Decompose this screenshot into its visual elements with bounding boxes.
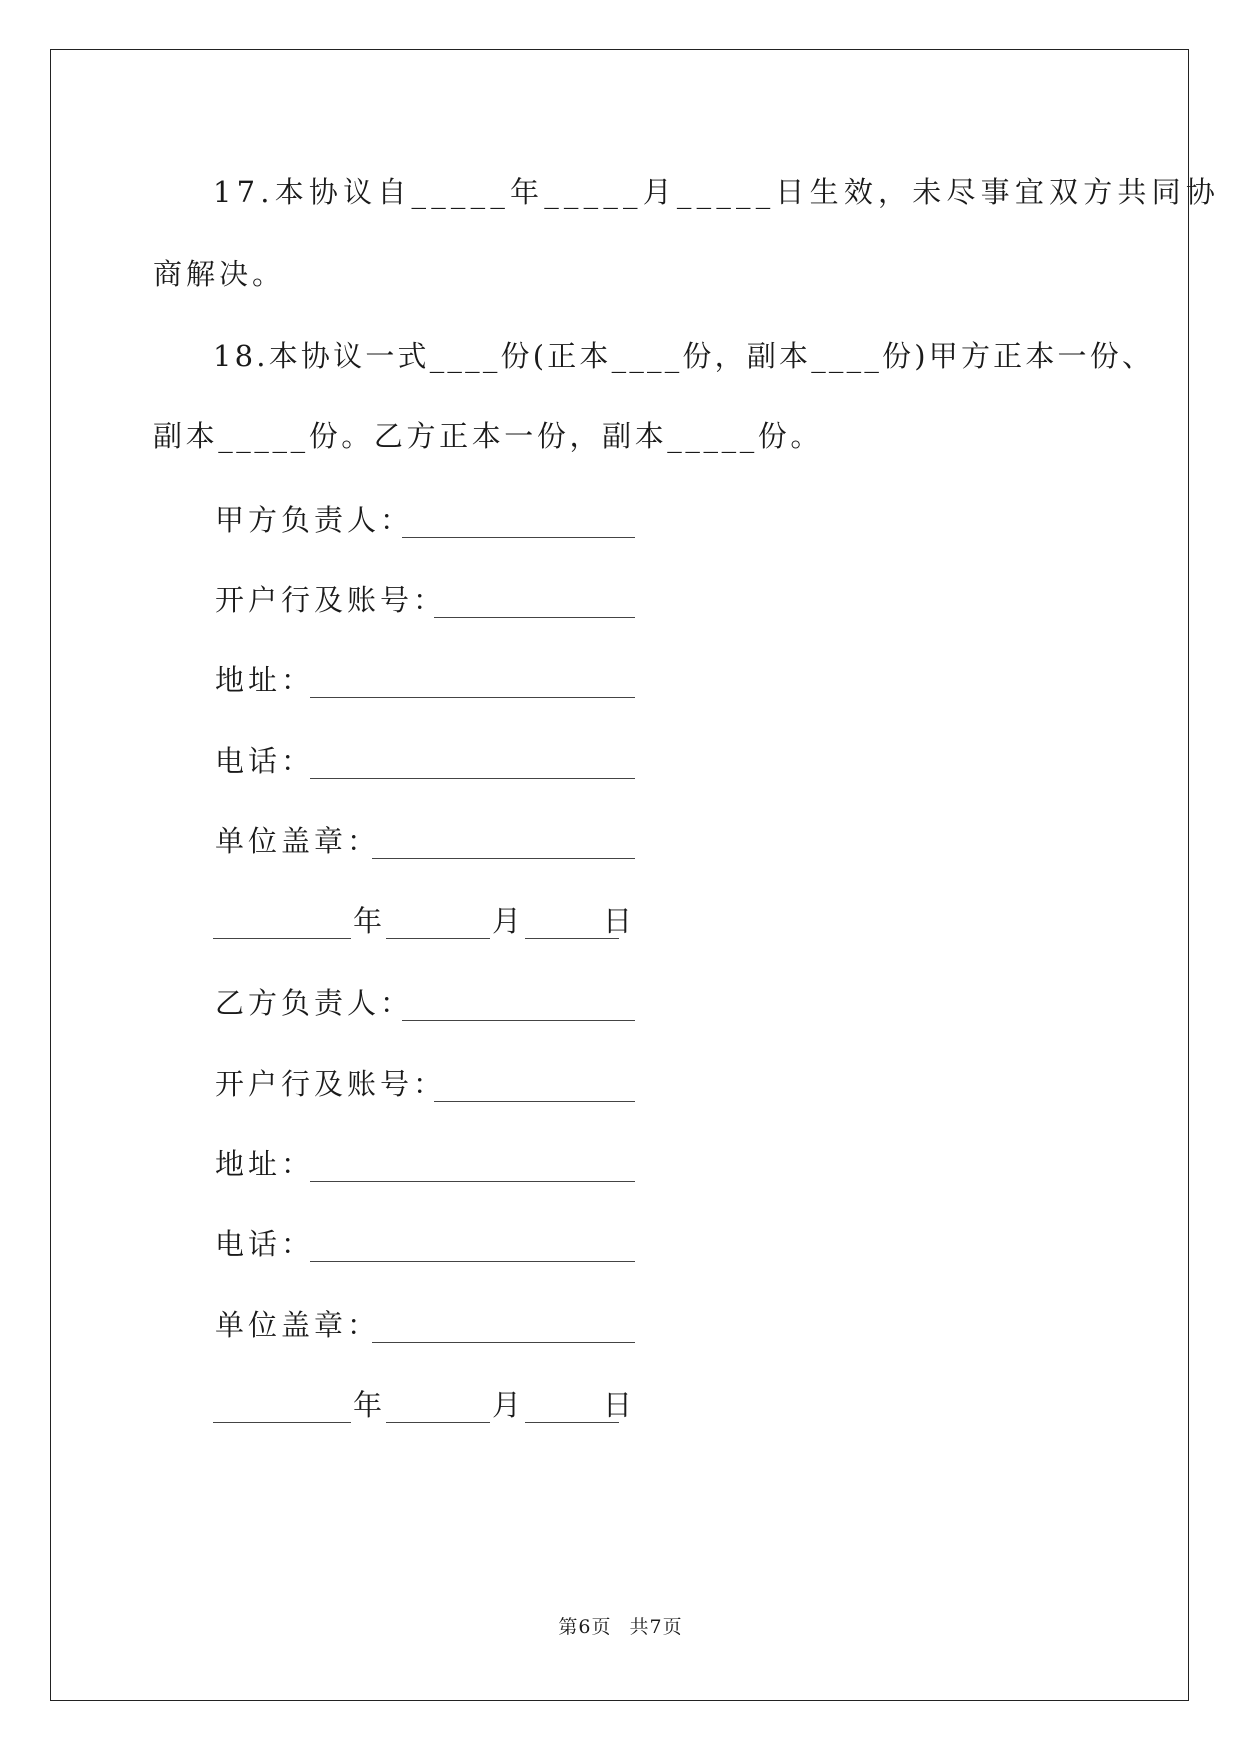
party-b-bank-field: [215, 1064, 635, 1108]
page-number: 第6页: [558, 1616, 612, 1638]
party-b-month-blank[interactable]: [386, 1422, 490, 1423]
clause-18-line-2: 副本_____份。乙方正本一份，副本_____份。: [153, 419, 824, 453]
party-b-date-field: [213, 1385, 633, 1429]
party-b-day-label: 日: [603, 1388, 633, 1422]
party-a-principal-blank[interactable]: [402, 537, 635, 538]
party-b-phone-label: 电话：: [215, 1227, 315, 1261]
party-a-seal-blank[interactable]: [372, 858, 635, 859]
party-a-phone-label: 电话：: [215, 744, 315, 778]
party-b-year-blank[interactable]: [213, 1422, 351, 1423]
clause-17-line-2: 商解决。: [153, 257, 286, 291]
clause-17-line-1: 17.本协议自_____年_____月_____日生效，未尽事宜双方共同协: [213, 175, 1221, 209]
party-b-address-blank[interactable]: [310, 1181, 635, 1182]
page-total: 共7页: [629, 1616, 683, 1638]
page-border: [50, 49, 1189, 1701]
party-b-principal-field: [215, 983, 635, 1027]
party-b-bank-blank[interactable]: [434, 1101, 635, 1102]
party-b-year-label: 年: [353, 1388, 383, 1422]
party-a-phone-field: [215, 741, 635, 785]
party-a-month-label: 月: [492, 904, 522, 938]
party-b-phone-blank[interactable]: [310, 1261, 635, 1262]
party-b-seal-label: 单位盖章：: [215, 1308, 381, 1342]
page-footer: [0, 1612, 1241, 1639]
party-a-bank-field: [215, 580, 635, 624]
party-a-day-label: 日: [603, 904, 633, 938]
party-b-principal-blank[interactable]: [402, 1020, 635, 1021]
party-a-bank-blank[interactable]: [434, 617, 635, 618]
party-a-address-blank[interactable]: [310, 697, 635, 698]
party-a-address-field: [215, 660, 635, 704]
party-a-principal-label: 甲方负责人：: [215, 503, 414, 537]
party-b-address-field: [215, 1144, 635, 1188]
party-b-seal-blank[interactable]: [372, 1342, 635, 1343]
party-b-principal-label: 乙方负责人：: [215, 986, 414, 1020]
party-a-principal-field: [215, 500, 635, 544]
party-b-month-label: 月: [492, 1388, 522, 1422]
party-a-address-label: 地址：: [215, 663, 315, 697]
clause-18-line-1: 18.本协议一式____份(正本____份，副本____份)甲方正本一份、: [213, 339, 1155, 373]
party-a-date-field: [213, 901, 633, 945]
party-a-year-blank[interactable]: [213, 938, 351, 939]
party-b-phone-field: [215, 1224, 635, 1268]
party-a-month-blank[interactable]: [386, 938, 490, 939]
party-b-address-label: 地址：: [215, 1147, 315, 1181]
party-a-year-label: 年: [353, 904, 383, 938]
party-a-seal-field: [215, 821, 635, 865]
party-b-bank-label: 开户行及账号：: [215, 1067, 447, 1101]
party-a-phone-blank[interactable]: [310, 778, 635, 779]
party-b-seal-field: [215, 1305, 635, 1349]
party-a-bank-label: 开户行及账号：: [215, 583, 447, 617]
party-a-seal-label: 单位盖章：: [215, 824, 381, 858]
